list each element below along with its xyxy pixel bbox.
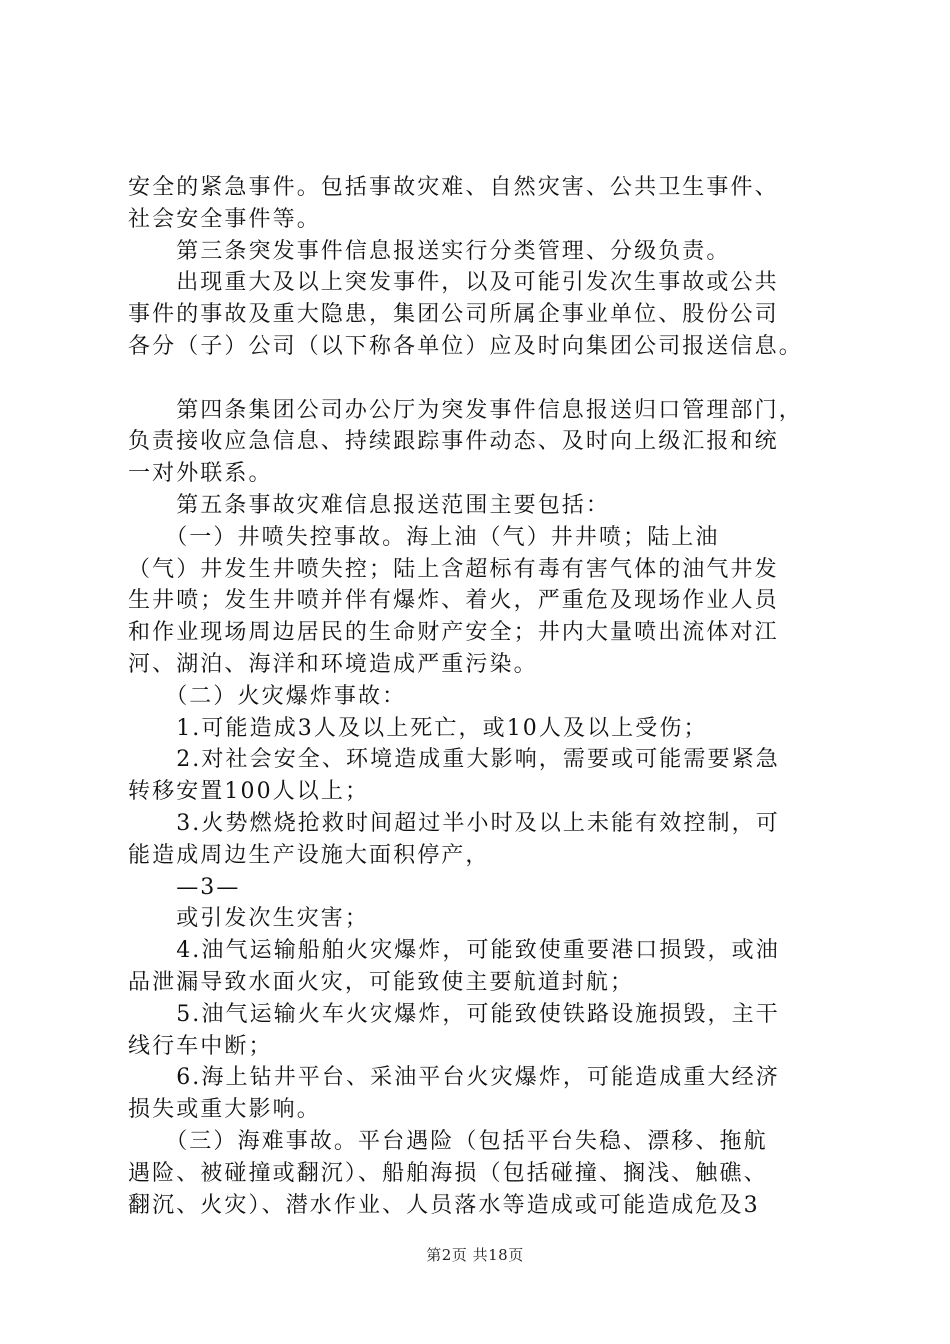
text-line: （二）火灾爆炸事故： <box>128 683 407 709</box>
page-number-label: 第2页 共18页 <box>426 1246 524 1264</box>
text-line: 6.海上钻井平台、采油平台火灾爆炸，可能造成重大经济 <box>128 1065 780 1091</box>
text-line: 出现重大及以上突发事件，以及可能引发次生事故或公共 <box>128 270 779 296</box>
text-line: 品泄漏导致水面火灾，可能致使主要航道封航； <box>128 969 635 995</box>
text-line: （一）井喷失控事故。海上油（气）井井喷；陆上油 <box>128 524 720 550</box>
text-line: （三）海难事故。平台遇险（包括平台失稳、漂移、拖航 <box>128 1128 768 1154</box>
blank-line <box>128 363 840 395</box>
text-line: （气）井发生井喷失控；陆上含超标有毒有害气体的油气井发 <box>128 556 779 582</box>
text-line: 一对外联系。 <box>128 461 273 487</box>
text-line: 5.油气运输火车火灾爆炸，可能致使铁路设施损毁，主干 <box>128 1001 780 1027</box>
text-line: 1.可能造成3人及以上死亡，或10人及以上受伤； <box>128 715 708 741</box>
text-line: 事件的事故及重大隐患，集团公司所属企事业单位、股份公司 <box>128 302 779 328</box>
inline-page-marker: —3— <box>128 874 241 900</box>
text-line: 或引发次生灾害； <box>128 906 370 932</box>
text-line: 社会安全事件等。 <box>128 206 321 232</box>
text-line: 第五条事故灾难信息报送范围主要包括： <box>128 492 611 518</box>
text-line: 翻沉、火灾）、潜水作业、人员落水等造成或可能造成危及3 <box>128 1192 760 1218</box>
text-line: 4.油气运输船舶火灾爆炸，可能致使重要港口损毁，或油 <box>128 938 780 964</box>
text-line: 线行车中断； <box>128 1033 273 1059</box>
text-line: 2.对社会安全、环境造成重大影响，需要或可能需要紧急 <box>128 747 780 773</box>
text-line: 负责接收应急信息、持续跟踪事件动态、及时向上级汇报和统 <box>128 429 779 455</box>
text-line: 安全的紧急事件。包括事故灾难、自然灾害、公共卫生事件、 <box>128 175 779 200</box>
document-body <box>128 172 840 1221</box>
text-line: 河、湖泊、海洋和环境造成严重污染。 <box>128 651 538 677</box>
text-line: 转移安置100人以上； <box>128 779 370 805</box>
text-line: 第四条集团公司办公厅为突发事件信息报送归口管理部门， <box>128 397 803 423</box>
text-line: 第三条突发事件信息报送实行分类管理、分级负责。 <box>128 238 731 264</box>
text-line: 损失或重大影响。 <box>128 1097 321 1123</box>
text-line: 各分（子）公司（以下称各单位）应及时向集团公司报送信息。 <box>128 333 803 359</box>
text-line: 和作业现场周边居民的生命财产安全；井内大量喷出流体对江 <box>128 620 779 646</box>
text-line: 生井喷；发生井喷并伴有爆炸、着火，严重危及现场作业人员 <box>128 588 779 614</box>
text-line: 能造成周边生产设施大面积停产， <box>128 842 490 868</box>
page-footer <box>0 1244 950 1265</box>
text-line: 3.火势燃烧抢救时间超过半小时及以上未能有效控制，可 <box>128 810 780 836</box>
text-line: 遇险、被碰撞或翻沉）、船舶海损（包括碰撞、搁浅、触礁、 <box>128 1160 768 1186</box>
